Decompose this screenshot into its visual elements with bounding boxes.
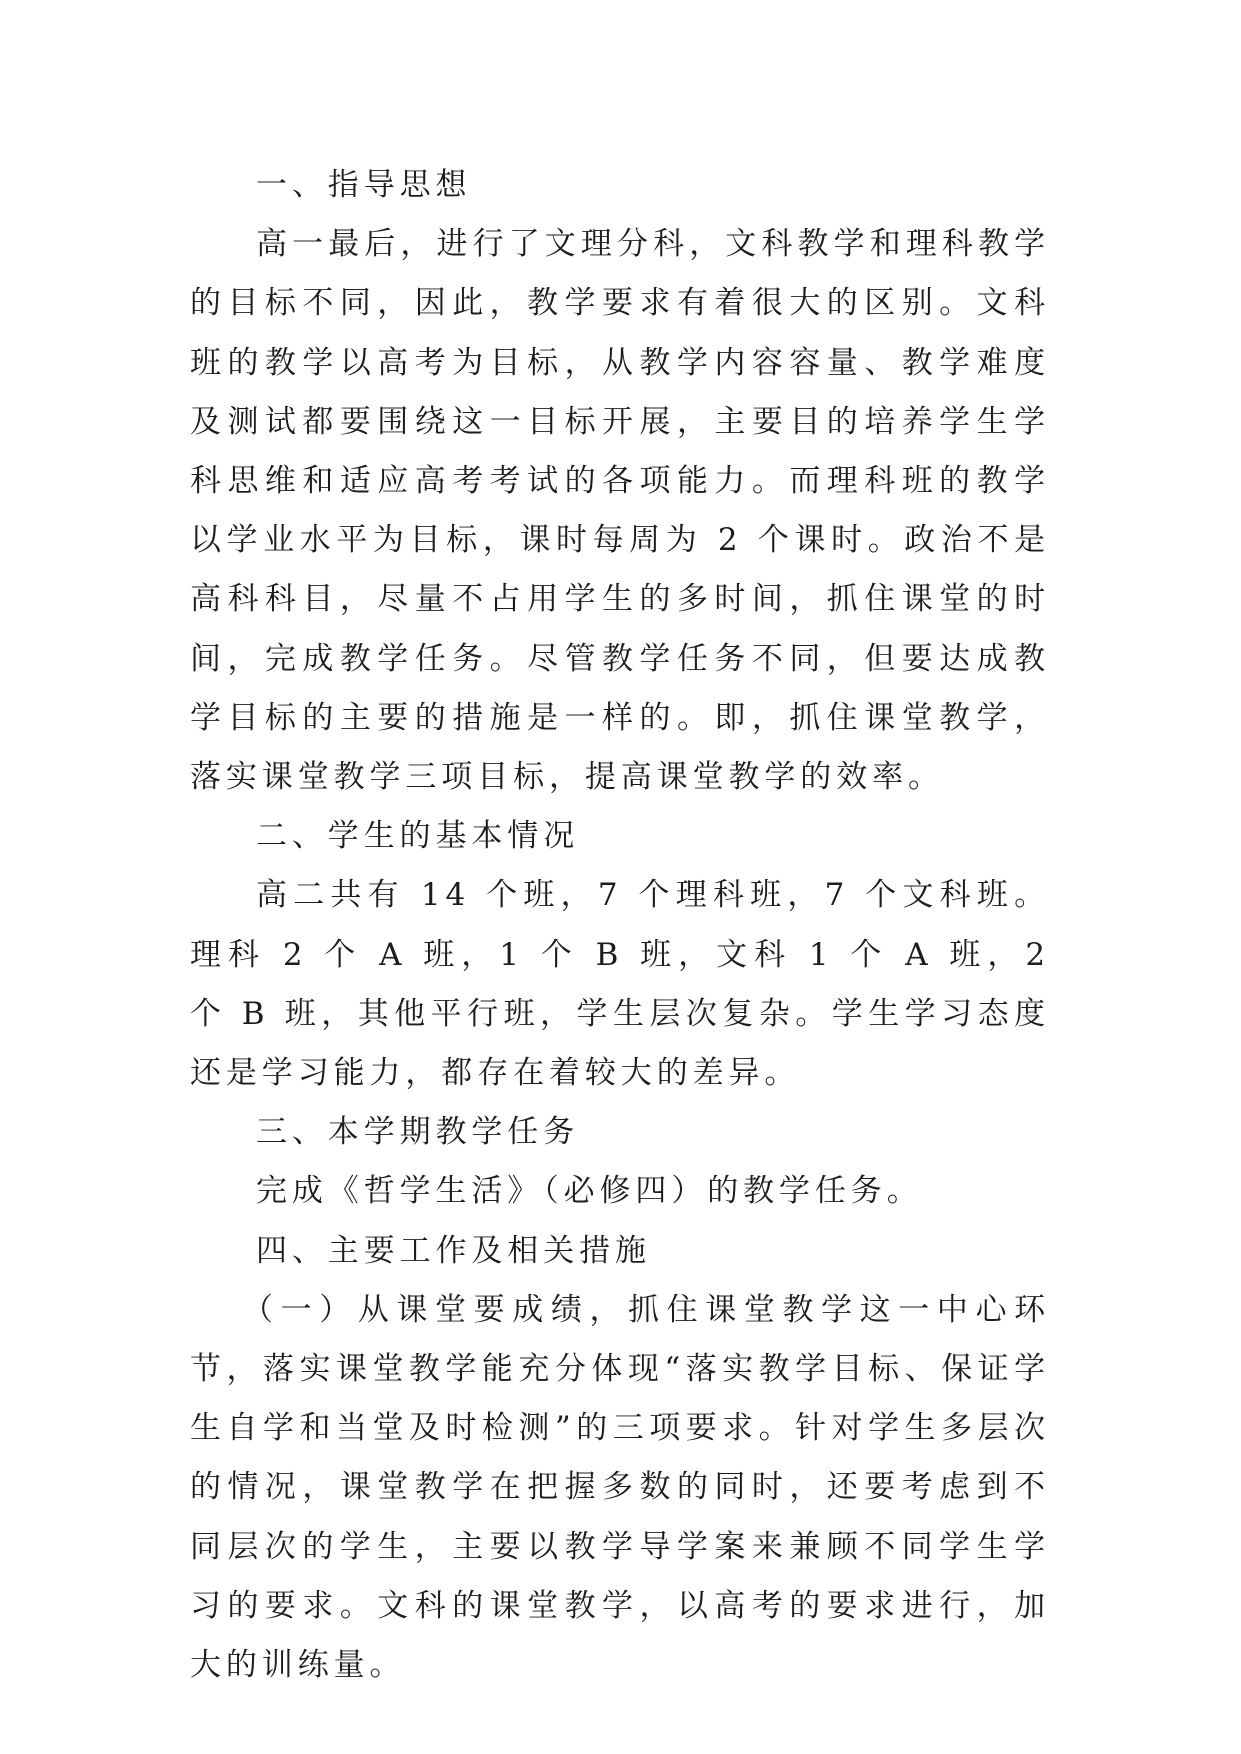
paragraph-guiding-idea: 高一最后，进行了文理分科，文科教学和理科教学的目标不同，因此，教学要求有着很大的区别。文科班的教学以高考为目标，从教学内容容量、教学难度及测试都要围绕这一目标开展，主要目的培养学生学科思维和适应高考考试的各项能力。而理科班的教学以学业水平为目标，课时每周为 2 个课时。政治不是高科科目，尽量不占用学生的多时间，抓住课堂的时间，完成教学任务。尽管教学任务不同，但要达成教学目标的主要的措施是一样的。即，抓住课堂教学，落实课堂教学三项目标，提高课堂教学的效率。 <box>190 226 1050 796</box>
section-heading-2: 二、学生的基本情况 <box>256 818 580 855</box>
document-body <box>190 156 1050 1695</box>
paragraph-measure-1: （一）从课堂要成绩，抓住课堂教学这一中心环节，落实课堂教学能充分体现“落实教学目标、保证学生自学和当堂及时检测”的三项要求。针对学生多层次的情况，课堂教学在把握多数的同时，还要考虑到不同层次的学生，主要以教学导学案来兼顾不同学生学习的要求。文科的课堂教学，以高考的要求进行，加大的训练量。 <box>190 1291 1050 1684</box>
section-heading-4: 四、主要工作及相关措施 <box>256 1232 651 1269</box>
section-heading-3: 三、本学期教学任务 <box>256 1114 580 1151</box>
paragraph-teaching-task: 完成《哲学生活》（必修四）的教学任务。 <box>256 1173 923 1210</box>
paragraph-student-situation: 高二共有 14 个班，7 个理科班，7 个文科班。理科 2 个 A 班，1 个 B 班，文科 1 个 A 班，2 个 B 班，其他平行班，学生层次复杂。学生学习态度还是学习能力，都存在着较大的差异。 <box>190 877 1050 1092</box>
section-heading-1: 一、指导思想 <box>256 167 472 203</box>
